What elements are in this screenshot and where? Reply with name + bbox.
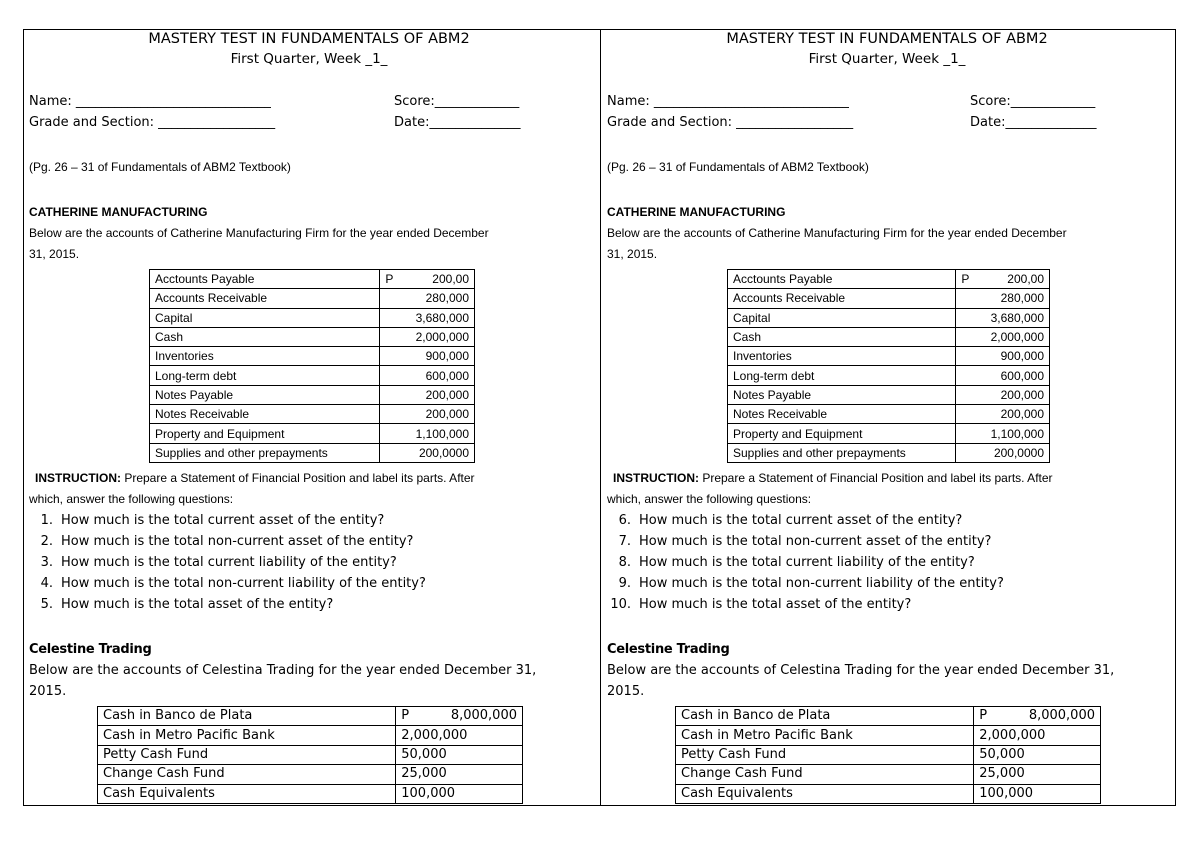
instruction-line: Prepare a Statement of Financial Position and label its parts. After <box>121 471 475 485</box>
account-row <box>728 270 1050 289</box>
instruction-text-cont: which, answer the following questions: <box>29 492 234 506</box>
account-amount-cell <box>956 347 1050 366</box>
account-row <box>728 308 1050 327</box>
account-amount: 900,000 <box>1000 349 1044 364</box>
account-name: Cash Equivalents <box>98 784 396 803</box>
account-amount: 200,00 <box>432 272 469 287</box>
account-amount-cell <box>396 745 523 764</box>
account-amount: 1,100,000 <box>415 426 469 441</box>
account-amount: 50,000 <box>979 746 1025 762</box>
amount-wrap <box>979 707 1095 725</box>
question-text: How much is the total non-current asset of the entity? <box>61 534 414 549</box>
celestine-intro-cont: 2015. <box>607 684 645 699</box>
account-amount: 50,000 <box>401 746 447 762</box>
account-amount: 2,000,000 <box>415 330 469 345</box>
account-name: Inventories <box>728 347 956 366</box>
question-text: How much is the total current asset of the entity? <box>639 513 963 528</box>
account-row <box>150 308 475 327</box>
account-amount-cell <box>380 327 475 346</box>
question-item <box>607 555 975 570</box>
question-text: How much is the total non-current asset of the entity? <box>639 534 992 549</box>
account-name: Accounts Receivable <box>150 289 380 308</box>
catherine-accounts-table <box>149 269 475 463</box>
account-name: Supplies and other prepayments <box>728 443 956 462</box>
catherine-heading: CATHERINE MANUFACTURING <box>607 205 786 219</box>
question-text: How much is the total asset of the entity? <box>639 597 912 612</box>
account-amount: 2,000,000 <box>401 727 468 743</box>
account-amount-cell <box>396 707 523 726</box>
question-text: How much is the total non-current liability of the entity? <box>639 576 1004 591</box>
currency-symbol: P <box>979 708 988 724</box>
account-amount-cell <box>380 424 475 443</box>
question-number: 8. <box>618 555 631 570</box>
account-row <box>150 366 475 385</box>
account-amount: 3,680,000 <box>990 310 1044 325</box>
test-subtitle <box>29 51 589 67</box>
question-number: 9. <box>618 576 631 591</box>
account-amount-cell <box>956 385 1050 404</box>
account-amount-cell <box>380 347 475 366</box>
account-name: Petty Cash Fund <box>676 745 974 764</box>
account-name: Cash in Banco de Plata <box>676 707 974 726</box>
question-text: How much is the total non-current liability of the entity? <box>61 576 426 591</box>
name-field[interactable]: Name: ______________________________ <box>29 94 271 109</box>
question-item <box>607 576 1004 591</box>
date-field[interactable]: Date:______________ <box>394 115 521 130</box>
amount-wrap <box>385 270 469 288</box>
catherine-intro: Below are the accounts of Catherine Manufacturing Firm for the year ended December <box>29 226 489 240</box>
account-name: Notes Receivable <box>728 405 956 424</box>
instruction-line: Prepare a Statement of Financial Position and label its parts. After <box>699 471 1053 485</box>
account-amount: 8,000,000 <box>450 708 517 724</box>
account-name: Long-term debt <box>150 366 380 385</box>
account-amount: 200,000 <box>1000 387 1044 402</box>
account-row <box>150 347 475 366</box>
account-amount-cell <box>956 327 1050 346</box>
celestine-intro: Below are the accounts of Celestina Trading for the year ended December 31, <box>29 663 537 678</box>
celestine-accounts-table <box>675 706 1101 804</box>
account-row <box>728 405 1050 424</box>
test-copy-right <box>607 29 1167 804</box>
account-amount: 8,000,000 <box>1028 708 1095 724</box>
celestine-intro: Below are the accounts of Celestina Trading for the year ended December 31, <box>607 663 1115 678</box>
account-name: Change Cash Fund <box>676 765 974 784</box>
currency-symbol: P <box>385 272 394 287</box>
account-name: Notes Payable <box>150 385 380 404</box>
question-text: How much is the total current liability of the entity? <box>639 555 975 570</box>
account-amount: 200,0000 <box>418 445 469 460</box>
test-copy-left <box>29 29 589 804</box>
account-name: Acctounts Payable <box>150 270 380 289</box>
account-amount-cell <box>380 270 475 289</box>
account-amount: 200,000 <box>425 387 469 402</box>
account-amount-cell <box>974 784 1101 803</box>
account-amount-cell <box>974 765 1101 784</box>
account-amount: 25,000 <box>401 766 447 782</box>
account-amount-cell <box>380 443 475 462</box>
account-amount-cell <box>396 765 523 784</box>
account-row <box>98 784 523 803</box>
account-name: Notes Payable <box>728 385 956 404</box>
account-name: Cash in Metro Pacific Bank <box>98 726 396 745</box>
account-row <box>98 765 523 784</box>
account-name: Capital <box>728 308 956 327</box>
account-row <box>150 405 475 424</box>
currency-symbol: P <box>401 708 410 724</box>
account-row <box>728 443 1050 462</box>
account-amount-cell <box>956 270 1050 289</box>
instruction-label: INSTRUCTION: <box>35 471 121 485</box>
account-amount: 200,000 <box>425 407 469 422</box>
account-amount-cell <box>974 726 1101 745</box>
instruction-text <box>29 471 475 485</box>
catherine-accounts-table <box>727 269 1050 463</box>
name-field[interactable]: Name: ______________________________ <box>607 94 849 109</box>
column-divider <box>600 29 601 806</box>
test-title: MASTERY TEST IN FUNDAMENTALS OF ABM2 <box>148 31 470 47</box>
account-name: Supplies and other prepayments <box>150 443 380 462</box>
textbook-reference: (Pg. 26 – 31 of Fundamentals of ABM2 Textbook) <box>29 160 291 174</box>
question-item <box>29 555 397 570</box>
catherine-intro-cont: 31, 2015. <box>29 247 80 261</box>
account-name: Cash in Banco de Plata <box>98 707 396 726</box>
account-name: Cash <box>150 327 380 346</box>
account-name: Long-term debt <box>728 366 956 385</box>
grade-section-field[interactable]: Grade and Section: __________________ <box>29 115 276 130</box>
question-text: How much is the total current asset of the entity? <box>61 513 385 528</box>
account-amount: 2,000,000 <box>979 727 1046 743</box>
account-row <box>98 726 523 745</box>
account-amount-cell <box>956 308 1050 327</box>
subtitle-text: First Quarter, Week <box>808 51 944 67</box>
account-amount: 100,000 <box>979 785 1034 801</box>
account-amount-cell <box>956 289 1050 308</box>
account-amount: 25,000 <box>979 766 1025 782</box>
account-name: Petty Cash Fund <box>98 745 396 764</box>
account-name: Property and Equipment <box>150 424 380 443</box>
question-item <box>29 513 384 528</box>
account-amount: 600,000 <box>425 368 469 383</box>
account-name: Inventories <box>150 347 380 366</box>
celestine-intro-cont: 2015. <box>29 684 67 699</box>
account-amount: 2,000,000 <box>990 330 1044 345</box>
account-amount: 280,000 <box>425 291 469 306</box>
account-amount: 3,680,000 <box>415 310 469 325</box>
question-number: 5. <box>40 597 53 612</box>
account-row <box>150 289 475 308</box>
account-name: Accounts Receivable <box>728 289 956 308</box>
question-number: 6. <box>618 513 631 528</box>
amount-wrap <box>401 707 517 725</box>
account-name: Change Cash Fund <box>98 765 396 784</box>
catherine-intro: Below are the accounts of Catherine Manufacturing Firm for the year ended December <box>607 226 1067 240</box>
celestine-heading: Celestine Trading <box>607 642 730 657</box>
question-item <box>29 534 413 549</box>
week-number: _1_ <box>943 51 966 67</box>
account-row <box>150 327 475 346</box>
question-number: 7. <box>618 534 631 549</box>
question-item <box>607 597 911 612</box>
question-item <box>29 576 426 591</box>
grade-section-field[interactable]: Grade and Section: __________________ <box>607 115 854 130</box>
celestine-heading: Celestine Trading <box>29 642 152 657</box>
currency-symbol: P <box>961 272 970 287</box>
account-row <box>728 327 1050 346</box>
celestine-accounts-table <box>97 706 523 804</box>
account-row <box>728 385 1050 404</box>
account-amount: 200,000 <box>1000 407 1044 422</box>
account-name: Cash in Metro Pacific Bank <box>676 726 974 745</box>
textbook-reference: (Pg. 26 – 31 of Fundamentals of ABM2 Textbook) <box>607 160 869 174</box>
account-name: Cash Equivalents <box>676 784 974 803</box>
account-amount: 200,0000 <box>993 445 1044 460</box>
account-name: Notes Receivable <box>150 405 380 424</box>
week-number: _1_ <box>365 51 388 67</box>
account-amount: 1,100,000 <box>990 426 1044 441</box>
account-amount-cell <box>956 424 1050 443</box>
account-amount-cell <box>956 405 1050 424</box>
account-amount: 100,000 <box>401 785 456 801</box>
account-amount-cell <box>956 443 1050 462</box>
question-number: 3. <box>40 555 53 570</box>
account-amount: 280,000 <box>1000 291 1044 306</box>
question-item <box>29 597 333 612</box>
account-amount-cell <box>396 784 523 803</box>
account-row <box>676 726 1101 745</box>
account-row <box>728 366 1050 385</box>
account-amount-cell <box>396 726 523 745</box>
account-row <box>676 784 1101 803</box>
account-row <box>98 707 523 726</box>
account-name: Property and Equipment <box>728 424 956 443</box>
account-name: Capital <box>150 308 380 327</box>
account-row <box>98 745 523 764</box>
account-row <box>150 424 475 443</box>
test-title: MASTERY TEST IN FUNDAMENTALS OF ABM2 <box>726 31 1048 47</box>
question-item <box>607 534 991 549</box>
amount-wrap <box>961 270 1044 288</box>
account-amount-cell <box>974 707 1101 726</box>
question-number: 2. <box>40 534 53 549</box>
score-field[interactable]: Score:_____________ <box>394 94 520 109</box>
account-amount-cell <box>380 385 475 404</box>
account-amount: 900,000 <box>425 349 469 364</box>
question-number: 4. <box>40 576 53 591</box>
account-row <box>728 424 1050 443</box>
subtitle-text: First Quarter, Week <box>230 51 366 67</box>
account-row <box>728 347 1050 366</box>
account-amount-cell <box>380 405 475 424</box>
account-row <box>676 765 1101 784</box>
account-row <box>150 443 475 462</box>
question-text: How much is the total asset of the entity? <box>61 597 334 612</box>
account-row <box>676 707 1101 726</box>
account-name: Cash <box>728 327 956 346</box>
instruction-text <box>607 471 1053 485</box>
account-row <box>150 385 475 404</box>
account-amount-cell <box>380 289 475 308</box>
account-row <box>728 289 1050 308</box>
question-number: 10. <box>610 597 631 612</box>
instruction-label: INSTRUCTION: <box>613 471 699 485</box>
account-amount-cell <box>974 745 1101 764</box>
account-amount: 200,00 <box>1007 272 1044 287</box>
catherine-heading: CATHERINE MANUFACTURING <box>29 205 208 219</box>
date-field[interactable]: Date:______________ <box>970 115 1097 130</box>
instruction-text-cont: which, answer the following questions: <box>607 492 812 506</box>
score-field[interactable]: Score:_____________ <box>970 94 1096 109</box>
account-row <box>676 745 1101 764</box>
test-subtitle <box>607 51 1167 67</box>
catherine-intro-cont: 31, 2015. <box>607 247 658 261</box>
account-amount-cell <box>956 366 1050 385</box>
question-text: How much is the total current liability of the entity? <box>61 555 397 570</box>
question-item <box>607 513 962 528</box>
account-name: Acctounts Payable <box>728 270 956 289</box>
account-amount-cell <box>380 308 475 327</box>
account-row <box>150 270 475 289</box>
account-amount-cell <box>380 366 475 385</box>
question-number: 1. <box>40 513 53 528</box>
account-amount: 600,000 <box>1000 368 1044 383</box>
